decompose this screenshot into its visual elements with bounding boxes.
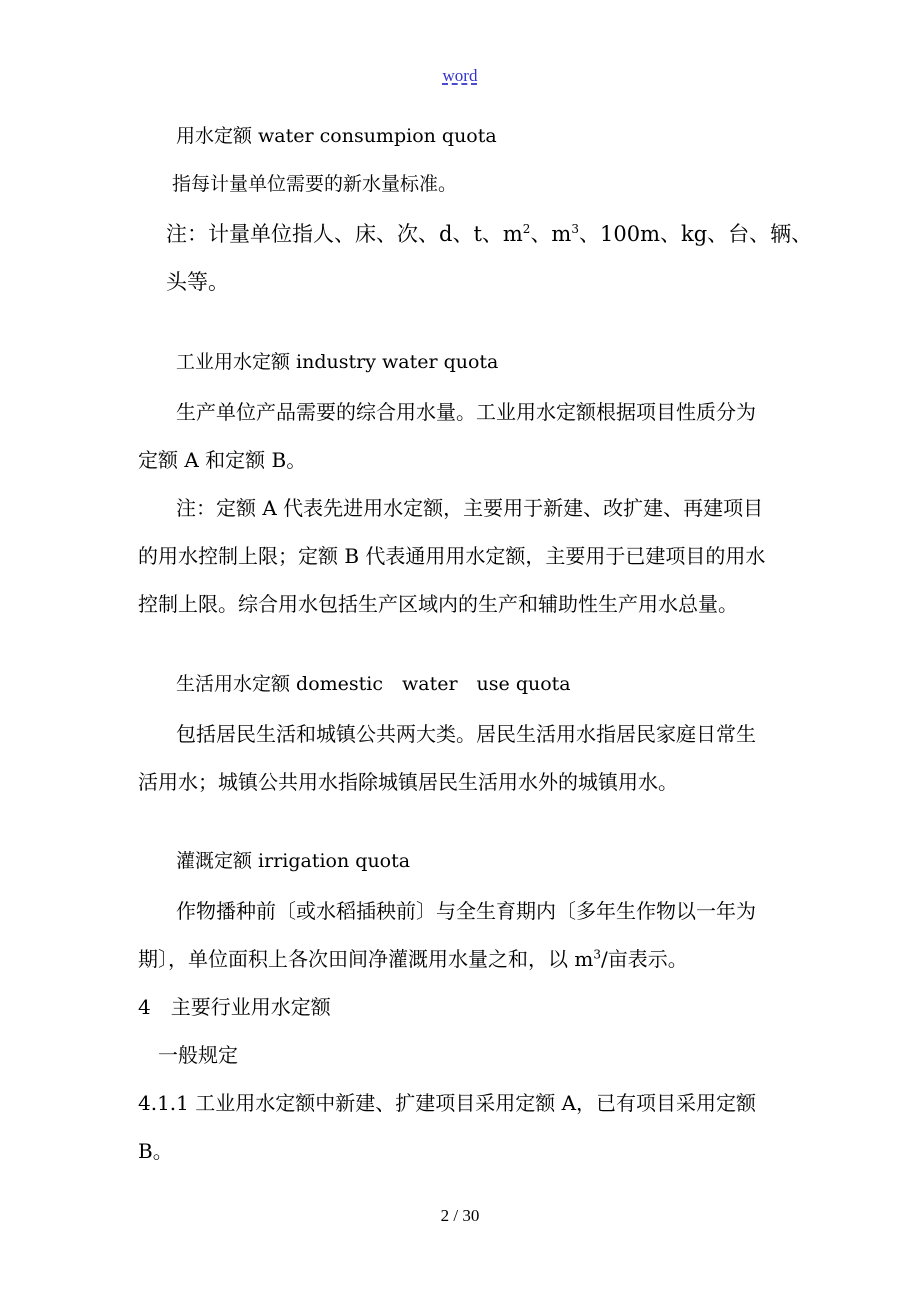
industry-quota-title: 工业用水定额 industry water quota bbox=[176, 351, 499, 373]
industry-quota-note-line-2: 的用水控制上限；定额 B 代表通用用水定额，主要用于已建项目的用水 bbox=[138, 544, 766, 568]
domestic-quota-title: 生活用水定额 domestic water use quota bbox=[176, 673, 571, 695]
clause-4-1-1-line-1: 4.1.1 工业用水定额中新建、扩建项目采用定额 A，已有项目采用定额 bbox=[138, 1091, 757, 1115]
section-4-heading: 4 主要行业用水定额 bbox=[138, 995, 331, 1019]
header-word-link[interactable]: word bbox=[442, 66, 478, 85]
irrigation-quota-body-line-1: 作物播种前〔或水稻插秧前〕与全生育期内〔多年生作物以一年为 bbox=[176, 899, 756, 923]
quota-title: 用水定额 water consumpion quota bbox=[176, 125, 497, 147]
quota-definition: 指每计量单位需要的新水量标准。 bbox=[172, 173, 458, 195]
domestic-quota-body-line-1: 包括居民生活和城镇公共两大类。居民生活用水指居民家庭日常生 bbox=[176, 722, 756, 746]
industry-quota-note-line-3: 控制上限。综合用水包括生产区域内的生产和辅助性生产用水总量。 bbox=[138, 592, 738, 616]
quota-note-continued: 头等。 bbox=[166, 270, 229, 294]
general-provisions-heading: 一般规定 bbox=[158, 1043, 238, 1067]
clause-4-1-1-line-2: B。 bbox=[138, 1139, 173, 1163]
industry-quota-body-line-2: 定额 A 和定额 B。 bbox=[138, 448, 307, 472]
quota-note: 注：计量单位指人、床、次、d、t、$m^2$、$m^3$、100m、kg、台、辆、 bbox=[166, 222, 813, 246]
industry-quota-note-line-1: 注：定额 A 代表先进用水定额，主要用于新建、改扩建、再建项目 bbox=[176, 496, 764, 520]
irrigation-quota-body-line-2: 期〕，单位面积上各次田间净灌溉用水量之和，以 $m^3/$亩表示。 bbox=[138, 947, 688, 971]
domestic-quota-body-line-2: 活用水；城镇公共用水指除城镇居民生活用水外的城镇用水。 bbox=[138, 770, 678, 794]
page-number: 2 / 30 bbox=[440, 1206, 480, 1225]
irrigation-quota-title: 灌溉定额 irrigation quota bbox=[176, 850, 411, 872]
industry-quota-body-line-1: 生产单位产品需要的综合用水量。工业用水定额根据项目性质分为 bbox=[176, 400, 756, 424]
